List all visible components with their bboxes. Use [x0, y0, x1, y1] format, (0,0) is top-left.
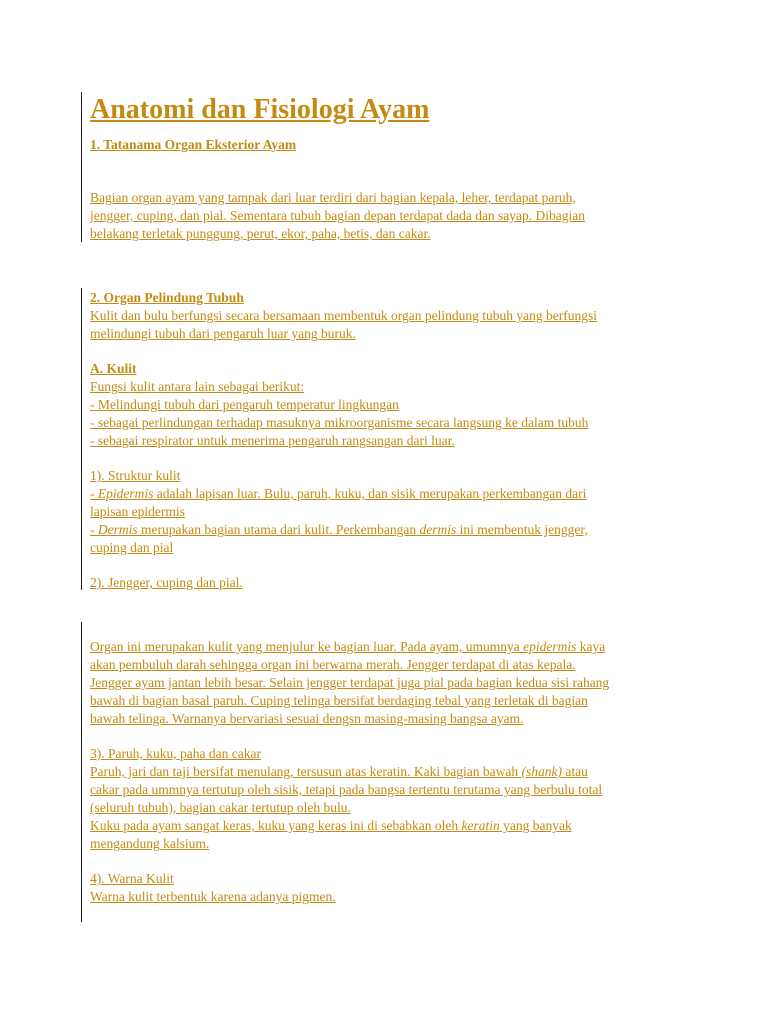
text-run: atau: [562, 764, 588, 779]
paragraph-line: akan pembuluh darah sehingga organ ini berwarna merah. Jengger terdapat di atas kepala.: [90, 657, 576, 672]
paragraph-line: lapisan epidermis: [90, 504, 185, 519]
section-heading: 1. Tatanama Organ Eksterior Ayam: [90, 137, 297, 152]
paragraph-line: [90, 521, 588, 539]
text-run: ini membentuk jengger,: [456, 522, 588, 537]
text-run: Kuku pada ayam sangat keras, kuku yang keras ini di sebabkan oleh: [90, 818, 462, 833]
text-run: Paruh, jari dan taji bersifat menulang, tersusun atas keratin. Kaki bagian bawah: [90, 764, 522, 779]
paragraph-line: Fungsi kulit antara lain sebagai berikut:: [90, 379, 305, 394]
list-item: - Melindungi tubuh dari pengaruh temperatur lingkungan: [90, 397, 399, 412]
paragraph-line: (seluruh tubuh), bagian cakar tertutup oleh bulu.: [90, 800, 351, 815]
subsection-heading: 3). Paruh, kuku, paha dan cakar: [90, 746, 261, 761]
subsection-heading: 1). Struktur kulit: [90, 468, 181, 483]
text-run: yang banyak: [499, 818, 572, 833]
text-run: adalah lapisan luar. Bulu, paruh, kuku, dan sisik merupakan perkembangan dari: [153, 486, 587, 501]
text-run: kaya: [576, 639, 606, 654]
italic-term: (shank): [521, 764, 562, 779]
margin-bar: [81, 92, 82, 242]
paragraph-line: melindungi tubuh dari pengaruh luar yang buruk.: [90, 326, 356, 341]
italic-term: Dermis: [97, 522, 138, 537]
paragraph-line: mengandung kalsium.: [90, 836, 210, 851]
margin-bar: [81, 622, 82, 922]
text-run: -: [90, 486, 98, 501]
text-run: -: [90, 522, 98, 537]
paragraph-line: cuping dan pial: [90, 540, 174, 555]
subsection-heading: 4). Warna Kulit: [90, 871, 174, 886]
paragraph-line: bawah di bagian basal paruh. Cuping telinga bersifat berdaging tebal yang terletak di bagian: [90, 693, 588, 708]
italic-term: dermis: [419, 522, 457, 537]
paragraph-line: belakang terletak punggung, perut, ekor, paha, betis, dan cakar.: [90, 226, 431, 241]
paragraph-line: Jengger ayam jantan lebih besar. Selain jengger terdapat juga pial pada bagian kedua sisi rahang: [90, 675, 610, 690]
text-run: Organ ini merupakan kulit yang menjulur ke bagian luar. Pada ayam, umumnya: [90, 639, 524, 654]
paragraph-line: [90, 817, 572, 835]
paragraph-line: Warna kulit terbentuk karena adanya pigmen.: [90, 889, 336, 904]
paragraph-line: [90, 638, 605, 656]
italic-term: epidermis: [523, 639, 577, 654]
list-item: - sebagai perlindungan terhadap masuknya mikroorganisme secara langsung ke dalam tubuh: [90, 415, 589, 430]
list-item: - sebagai respirator untuk menerima pengaruh rangsangan dari luar.: [90, 433, 455, 448]
paragraph-line: Bagian organ ayam yang tampak dari luar terdiri dari bagian kepala, leher, terdapat paruh,: [90, 190, 576, 205]
subsection-heading: 2). Jengger, cuping dan pial.: [90, 575, 243, 590]
paragraph-line: jengger, cuping, dan pial. Sementara tubuh bagian depan terdapat dada dan sayap. Dibagian: [90, 208, 586, 223]
paragraph-line: Kulit dan bulu berfungsi secara bersamaan membentuk organ pelindung tubuh yang berfungsi: [90, 308, 597, 323]
paragraph-line: [90, 485, 586, 503]
paragraph-line: cakar pada ummnya tertutup oleh sisik, tetapi pada bangsa tertentu terutama yang berbulu total: [90, 782, 603, 797]
paragraph-line: bawah telinga. Warnanya bervariasi sesuai dengsn masing-masing bangsa ayam.: [90, 711, 524, 726]
page-title: Anatomi dan Fisiologi Ayam: [90, 94, 430, 125]
subsection-heading: A. Kulit: [90, 361, 137, 376]
italic-term: Epidermis: [97, 486, 154, 501]
section-heading: 2. Organ Pelindung Tubuh: [90, 290, 244, 305]
text-run: merupakan bagian utama dari kulit. Perkembangan: [137, 522, 420, 537]
italic-term: keratin: [461, 818, 500, 833]
paragraph-line: [90, 763, 588, 781]
margin-bar: [81, 288, 82, 590]
